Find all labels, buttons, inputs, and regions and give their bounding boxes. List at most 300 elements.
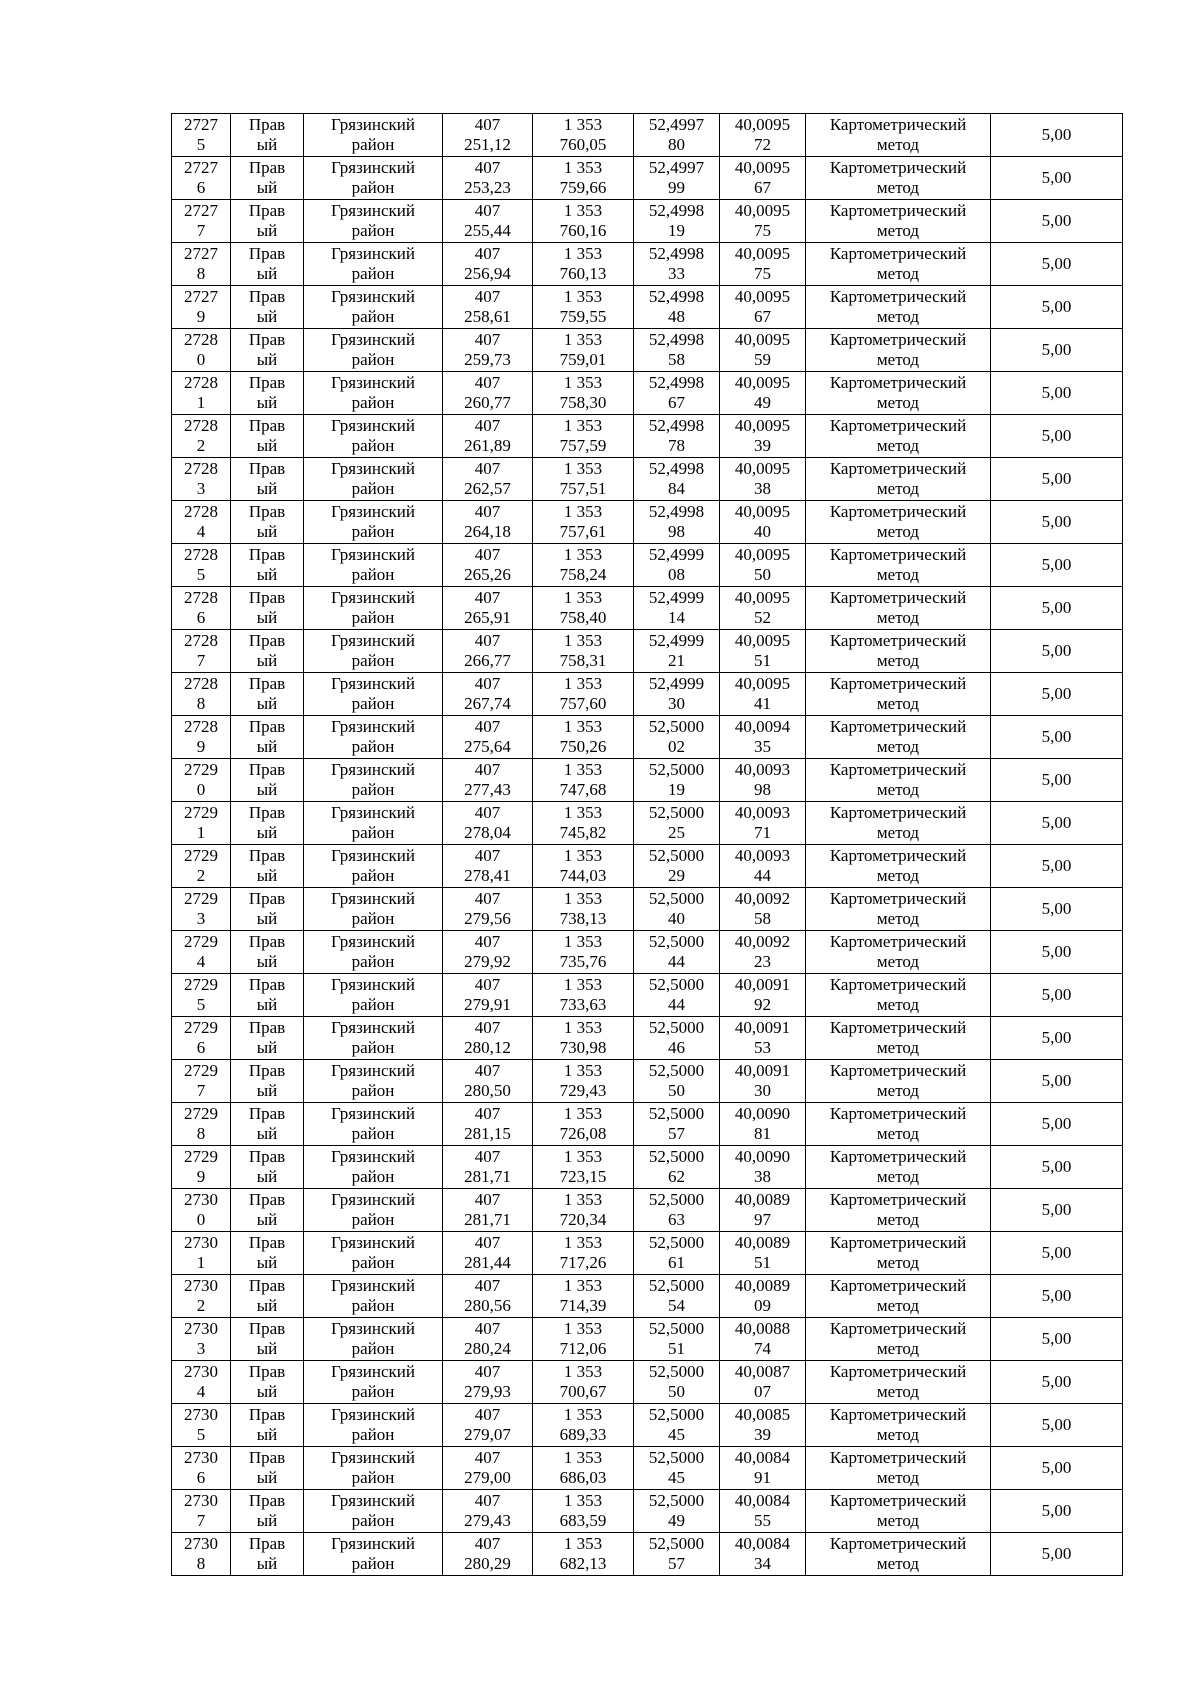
table-row xyxy=(172,673,1123,716)
point-number-line-2: 9 xyxy=(196,737,206,756)
accuracy-value: 5,00 xyxy=(1041,899,1072,918)
district-line-2: район xyxy=(351,221,395,240)
bank-side-line-2: ый xyxy=(256,1511,278,1530)
x-coordinate-line-1: 407 xyxy=(474,932,501,951)
latitude-line-2: 33 xyxy=(668,264,685,283)
x-coordinate-cell xyxy=(443,200,533,243)
point-number-line-2: 8 xyxy=(196,1554,206,1573)
district-cell xyxy=(304,1533,443,1576)
latitude-line-1: 52,5000 xyxy=(648,1147,705,1166)
district-line-2: район xyxy=(351,694,395,713)
district-line-1: Грязинский xyxy=(331,631,415,650)
y-coordinate-line-1: 1 353 xyxy=(563,287,603,306)
accuracy-value: 5,00 xyxy=(1041,684,1072,703)
latitude-line-2: 49 xyxy=(668,1511,685,1530)
y-coordinate-line-1: 1 353 xyxy=(563,1362,603,1381)
accuracy-value: 5,00 xyxy=(1041,426,1072,445)
x-coordinate-line-1: 407 xyxy=(474,674,501,693)
bank-side-line-1: Прав xyxy=(248,330,286,349)
y-coordinate-line-2: 760,13 xyxy=(559,264,607,283)
bank-side-line-2: ый xyxy=(256,1468,278,1487)
method-cell xyxy=(806,243,991,286)
district-line-2: район xyxy=(351,436,395,455)
district-cell xyxy=(304,716,443,759)
method-line-1: Картометрический xyxy=(829,1534,967,1553)
x-coordinate-cell xyxy=(443,114,533,157)
method-line-2: метод xyxy=(876,1382,920,1401)
y-coordinate-cell xyxy=(533,1490,634,1533)
longitude-cell xyxy=(720,114,806,157)
point-number-line-1: 2727 xyxy=(184,244,218,263)
latitude-line-1: 52,5000 xyxy=(648,717,705,736)
accuracy-value: 5,00 xyxy=(1041,770,1072,789)
y-coordinate-line-2: 750,26 xyxy=(559,737,607,756)
accuracy-cell xyxy=(991,200,1123,243)
point-number-cell xyxy=(172,1146,231,1189)
point-number-line-2: 5 xyxy=(196,135,206,154)
longitude-cell xyxy=(720,1533,806,1576)
district-line-2: район xyxy=(351,866,395,885)
longitude-cell xyxy=(720,1017,806,1060)
longitude-cell xyxy=(720,630,806,673)
method-line-1: Картометрический xyxy=(829,1061,967,1080)
latitude-line-2: 62 xyxy=(668,1167,685,1186)
district-line-2: район xyxy=(351,1253,395,1272)
y-coordinate-cell xyxy=(533,1146,634,1189)
longitude-cell xyxy=(720,1189,806,1232)
district-line-2: район xyxy=(351,1382,395,1401)
x-coordinate-cell xyxy=(443,501,533,544)
x-coordinate-line-1: 407 xyxy=(474,717,501,736)
table-row xyxy=(172,114,1123,157)
accuracy-cell xyxy=(991,1275,1123,1318)
method-cell xyxy=(806,1232,991,1275)
y-coordinate-cell xyxy=(533,1232,634,1275)
y-coordinate-line-2: 744,03 xyxy=(559,866,607,885)
bank-side-line-1: Прав xyxy=(248,459,286,478)
table-row xyxy=(172,630,1123,673)
longitude-line-2: 09 xyxy=(754,1296,771,1315)
y-coordinate-line-1: 1 353 xyxy=(563,416,603,435)
accuracy-cell xyxy=(991,458,1123,501)
table-row xyxy=(172,415,1123,458)
point-number-line-2: 4 xyxy=(196,522,206,541)
district-line-2: район xyxy=(351,565,395,584)
accuracy-cell xyxy=(991,1060,1123,1103)
latitude-line-1: 52,5000 xyxy=(648,975,705,994)
latitude-line-2: 19 xyxy=(668,780,685,799)
point-number-line-1: 2729 xyxy=(184,932,218,951)
longitude-line-1: 40,0092 xyxy=(734,889,791,908)
x-coordinate-line-1: 407 xyxy=(474,1104,501,1123)
bank-side-line-2: ый xyxy=(256,1296,278,1315)
x-coordinate-line-1: 407 xyxy=(474,545,501,564)
bank-side-cell xyxy=(231,1533,304,1576)
longitude-cell xyxy=(720,1060,806,1103)
bank-side-cell xyxy=(231,415,304,458)
bank-side-cell xyxy=(231,544,304,587)
bank-side-line-2: ый xyxy=(256,307,278,326)
point-number-cell xyxy=(172,329,231,372)
district-cell xyxy=(304,845,443,888)
point-number-line-1: 2728 xyxy=(184,502,218,521)
district-line-1: Грязинский xyxy=(331,975,415,994)
longitude-cell xyxy=(720,200,806,243)
table-body xyxy=(172,114,1123,1576)
latitude-line-1: 52,4998 xyxy=(648,416,705,435)
latitude-line-1: 52,4998 xyxy=(648,459,705,478)
method-line-2: метод xyxy=(876,694,920,713)
longitude-line-1: 40,0088 xyxy=(734,1319,791,1338)
point-number-line-2: 5 xyxy=(196,565,206,584)
point-number-cell xyxy=(172,1404,231,1447)
table-row xyxy=(172,974,1123,1017)
y-coordinate-line-2: 759,55 xyxy=(559,307,607,326)
y-coordinate-line-2: 717,26 xyxy=(559,1253,607,1272)
x-coordinate-cell xyxy=(443,157,533,200)
method-line-1: Картометрический xyxy=(829,932,967,951)
point-number-line-1: 2730 xyxy=(184,1491,218,1510)
point-number-line-2: 6 xyxy=(196,178,206,197)
y-coordinate-line-1: 1 353 xyxy=(563,1534,603,1553)
longitude-line-2: 97 xyxy=(754,1210,771,1229)
district-line-2: район xyxy=(351,264,395,283)
latitude-line-2: 84 xyxy=(668,479,685,498)
district-line-1: Грязинский xyxy=(331,1448,415,1467)
x-coordinate-line-2: 262,57 xyxy=(464,479,511,498)
bank-side-cell xyxy=(231,200,304,243)
longitude-cell xyxy=(720,243,806,286)
x-coordinate-line-2: 280,56 xyxy=(464,1296,511,1315)
x-coordinate-line-1: 407 xyxy=(474,1448,501,1467)
longitude-line-2: 39 xyxy=(754,436,771,455)
bank-side-cell xyxy=(231,1404,304,1447)
x-coordinate-line-2: 255,44 xyxy=(464,221,511,240)
method-line-2: метод xyxy=(876,1167,920,1186)
x-coordinate-line-1: 407 xyxy=(474,760,501,779)
point-number-cell xyxy=(172,630,231,673)
latitude-cell xyxy=(634,587,720,630)
latitude-cell xyxy=(634,716,720,759)
latitude-cell xyxy=(634,1361,720,1404)
x-coordinate-line-2: 278,41 xyxy=(464,866,511,885)
district-line-2: район xyxy=(351,1425,395,1444)
point-number-line-2: 3 xyxy=(196,1339,206,1358)
method-line-1: Картометрический xyxy=(829,674,967,693)
latitude-line-2: 99 xyxy=(668,178,685,197)
x-coordinate-line-1: 407 xyxy=(474,201,501,220)
y-coordinate-cell xyxy=(533,1318,634,1361)
district-line-1: Грязинский xyxy=(331,1362,415,1381)
y-coordinate-cell xyxy=(533,243,634,286)
y-coordinate-cell xyxy=(533,587,634,630)
latitude-line-1: 52,4998 xyxy=(648,330,705,349)
district-cell xyxy=(304,501,443,544)
method-cell xyxy=(806,802,991,845)
district-line-2: район xyxy=(351,1124,395,1143)
x-coordinate-line-2: 256,94 xyxy=(464,264,511,283)
y-coordinate-cell xyxy=(533,1447,634,1490)
bank-side-line-1: Прав xyxy=(248,158,286,177)
y-coordinate-cell xyxy=(533,1361,634,1404)
district-cell xyxy=(304,673,443,716)
longitude-cell xyxy=(720,716,806,759)
x-coordinate-line-2: 279,43 xyxy=(464,1511,511,1530)
y-coordinate-line-1: 1 353 xyxy=(563,674,603,693)
point-number-line-2: 6 xyxy=(196,1038,206,1057)
bank-side-line-2: ый xyxy=(256,909,278,928)
method-cell xyxy=(806,286,991,329)
latitude-cell xyxy=(634,1404,720,1447)
accuracy-value: 5,00 xyxy=(1041,555,1072,574)
district-line-2: район xyxy=(351,522,395,541)
point-number-line-1: 2729 xyxy=(184,846,218,865)
y-coordinate-line-1: 1 353 xyxy=(563,373,603,392)
latitude-line-1: 52,5000 xyxy=(648,1190,705,1209)
y-coordinate-line-2: 712,06 xyxy=(559,1339,607,1358)
latitude-cell xyxy=(634,1189,720,1232)
latitude-cell xyxy=(634,157,720,200)
point-number-line-1: 2729 xyxy=(184,1018,218,1037)
y-coordinate-line-2: 757,60 xyxy=(559,694,607,713)
district-cell xyxy=(304,243,443,286)
x-coordinate-line-1: 407 xyxy=(474,287,501,306)
accuracy-value: 5,00 xyxy=(1041,1243,1072,1262)
accuracy-value: 5,00 xyxy=(1041,1200,1072,1219)
point-number-line-1: 2729 xyxy=(184,760,218,779)
table-row xyxy=(172,845,1123,888)
accuracy-cell xyxy=(991,1447,1123,1490)
latitude-line-1: 52,4999 xyxy=(648,631,705,650)
latitude-line-1: 52,5000 xyxy=(648,932,705,951)
table-row xyxy=(172,286,1123,329)
district-line-2: район xyxy=(351,608,395,627)
table-row xyxy=(172,501,1123,544)
method-cell xyxy=(806,1060,991,1103)
bank-side-line-1: Прав xyxy=(248,1190,286,1209)
x-coordinate-cell xyxy=(443,415,533,458)
table-row xyxy=(172,200,1123,243)
method-line-1: Картометрический xyxy=(829,416,967,435)
latitude-cell xyxy=(634,200,720,243)
latitude-line-2: 45 xyxy=(668,1425,685,1444)
latitude-line-2: 54 xyxy=(668,1296,685,1315)
longitude-line-2: 23 xyxy=(754,952,771,971)
method-line-2: метод xyxy=(876,522,920,541)
latitude-line-1: 52,5000 xyxy=(648,1405,705,1424)
method-line-1: Картометрический xyxy=(829,1276,967,1295)
latitude-line-2: 48 xyxy=(668,307,685,326)
longitude-cell xyxy=(720,673,806,716)
latitude-cell xyxy=(634,1060,720,1103)
y-coordinate-cell xyxy=(533,114,634,157)
latitude-line-2: 19 xyxy=(668,221,685,240)
bank-side-line-2: ый xyxy=(256,1210,278,1229)
bank-side-cell xyxy=(231,1189,304,1232)
district-line-1: Грязинский xyxy=(331,459,415,478)
latitude-cell xyxy=(634,759,720,802)
y-coordinate-cell xyxy=(533,630,634,673)
accuracy-cell xyxy=(991,1017,1123,1060)
accuracy-value: 5,00 xyxy=(1041,340,1072,359)
bank-side-line-1: Прав xyxy=(248,373,286,392)
accuracy-value: 5,00 xyxy=(1041,512,1072,531)
bank-side-line-2: ый xyxy=(256,565,278,584)
x-coordinate-line-2: 281,15 xyxy=(464,1124,511,1143)
method-line-2: метод xyxy=(876,178,920,197)
table-row xyxy=(172,759,1123,802)
bank-side-cell xyxy=(231,1232,304,1275)
point-number-line-2: 4 xyxy=(196,1382,206,1401)
point-number-cell xyxy=(172,1103,231,1146)
table-row xyxy=(172,329,1123,372)
point-number-cell xyxy=(172,759,231,802)
accuracy-value: 5,00 xyxy=(1041,641,1072,660)
method-line-2: метод xyxy=(876,780,920,799)
longitude-line-2: 34 xyxy=(754,1554,771,1573)
table-row xyxy=(172,1533,1123,1576)
table-row xyxy=(172,716,1123,759)
longitude-line-1: 40,0095 xyxy=(734,158,791,177)
bank-side-line-1: Прав xyxy=(248,115,286,134)
accuracy-value: 5,00 xyxy=(1041,942,1072,961)
y-coordinate-line-2: 720,34 xyxy=(559,1210,607,1229)
y-coordinate-line-2: 738,13 xyxy=(559,909,607,928)
y-coordinate-line-2: 747,68 xyxy=(559,780,607,799)
accuracy-cell xyxy=(991,888,1123,931)
table-row xyxy=(172,1275,1123,1318)
district-cell xyxy=(304,1103,443,1146)
longitude-cell xyxy=(720,1103,806,1146)
bank-side-cell xyxy=(231,630,304,673)
accuracy-cell xyxy=(991,1232,1123,1275)
point-number-cell xyxy=(172,243,231,286)
x-coordinate-cell xyxy=(443,974,533,1017)
x-coordinate-cell xyxy=(443,458,533,501)
point-number-line-1: 2728 xyxy=(184,588,218,607)
method-line-2: метод xyxy=(876,1210,920,1229)
x-coordinate-line-1: 407 xyxy=(474,158,501,177)
method-cell xyxy=(806,1189,991,1232)
longitude-line-1: 40,0089 xyxy=(734,1276,791,1295)
method-line-1: Картометрический xyxy=(829,975,967,994)
y-coordinate-cell xyxy=(533,1533,634,1576)
method-line-2: метод xyxy=(876,651,920,670)
latitude-line-1: 52,5000 xyxy=(648,1491,705,1510)
bank-side-line-1: Прав xyxy=(248,588,286,607)
x-coordinate-line-2: 265,26 xyxy=(464,565,511,584)
longitude-line-2: 75 xyxy=(754,264,771,283)
longitude-cell xyxy=(720,1318,806,1361)
district-line-2: район xyxy=(351,1339,395,1358)
point-number-line-1: 2730 xyxy=(184,1190,218,1209)
longitude-line-1: 40,0089 xyxy=(734,1233,791,1252)
point-number-line-1: 2728 xyxy=(184,674,218,693)
district-line-1: Грязинский xyxy=(331,1018,415,1037)
bank-side-cell xyxy=(231,716,304,759)
district-cell xyxy=(304,1017,443,1060)
method-cell xyxy=(806,372,991,415)
point-number-line-1: 2728 xyxy=(184,545,218,564)
method-line-1: Картометрический xyxy=(829,846,967,865)
bank-side-line-2: ый xyxy=(256,1382,278,1401)
longitude-line-2: 30 xyxy=(754,1081,771,1100)
longitude-cell xyxy=(720,587,806,630)
y-coordinate-line-2: 686,03 xyxy=(559,1468,607,1487)
district-line-2: район xyxy=(351,393,395,412)
x-coordinate-line-2: 281,44 xyxy=(464,1253,511,1272)
method-line-1: Картометрический xyxy=(829,760,967,779)
latitude-line-1: 52,5000 xyxy=(648,1448,705,1467)
bank-side-line-1: Прав xyxy=(248,846,286,865)
longitude-cell xyxy=(720,458,806,501)
longitude-line-2: 75 xyxy=(754,221,771,240)
method-line-1: Картометрический xyxy=(829,158,967,177)
y-coordinate-line-1: 1 353 xyxy=(563,717,603,736)
latitude-line-1: 52,5000 xyxy=(648,1534,705,1553)
x-coordinate-line-1: 407 xyxy=(474,373,501,392)
latitude-line-2: 21 xyxy=(668,651,685,670)
point-number-line-2: 7 xyxy=(196,651,206,670)
district-cell xyxy=(304,888,443,931)
method-line-1: Картометрический xyxy=(829,201,967,220)
longitude-line-1: 40,0095 xyxy=(734,287,791,306)
method-line-2: метод xyxy=(876,952,920,971)
bank-side-line-2: ый xyxy=(256,479,278,498)
x-coordinate-line-2: 281,71 xyxy=(464,1210,511,1229)
method-cell xyxy=(806,544,991,587)
x-coordinate-line-2: 278,04 xyxy=(464,823,511,842)
accuracy-value: 5,00 xyxy=(1041,125,1072,144)
y-coordinate-line-1: 1 353 xyxy=(563,1018,603,1037)
district-line-1: Грязинский xyxy=(331,1147,415,1166)
longitude-cell xyxy=(720,1361,806,1404)
x-coordinate-cell xyxy=(443,845,533,888)
point-number-cell xyxy=(172,845,231,888)
longitude-line-2: 92 xyxy=(754,995,771,1014)
district-line-1: Грязинский xyxy=(331,1491,415,1510)
method-line-2: метод xyxy=(876,350,920,369)
accuracy-cell xyxy=(991,329,1123,372)
bank-side-cell xyxy=(231,286,304,329)
district-line-2: район xyxy=(351,307,395,326)
latitude-line-1: 52,5000 xyxy=(648,1018,705,1037)
district-cell xyxy=(304,286,443,329)
bank-side-cell xyxy=(231,329,304,372)
bank-side-line-2: ый xyxy=(256,135,278,154)
district-line-2: район xyxy=(351,1081,395,1100)
latitude-line-2: 98 xyxy=(668,522,685,541)
accuracy-value: 5,00 xyxy=(1041,813,1072,832)
accuracy-cell xyxy=(991,544,1123,587)
bank-side-line-2: ый xyxy=(256,694,278,713)
district-line-1: Грязинский xyxy=(331,803,415,822)
latitude-line-2: 63 xyxy=(668,1210,685,1229)
longitude-line-1: 40,0091 xyxy=(734,975,791,994)
longitude-line-2: 38 xyxy=(754,1167,771,1186)
bank-side-line-1: Прав xyxy=(248,1147,286,1166)
x-coordinate-line-2: 280,29 xyxy=(464,1554,511,1573)
latitude-line-1: 52,4998 xyxy=(648,502,705,521)
latitude-line-2: 02 xyxy=(668,737,685,756)
point-number-line-1: 2728 xyxy=(184,631,218,650)
bank-side-line-1: Прав xyxy=(248,287,286,306)
point-number-line-1: 2730 xyxy=(184,1276,218,1295)
y-coordinate-line-1: 1 353 xyxy=(563,201,603,220)
bank-side-cell xyxy=(231,1017,304,1060)
point-number-cell xyxy=(172,286,231,329)
bank-side-cell xyxy=(231,673,304,716)
